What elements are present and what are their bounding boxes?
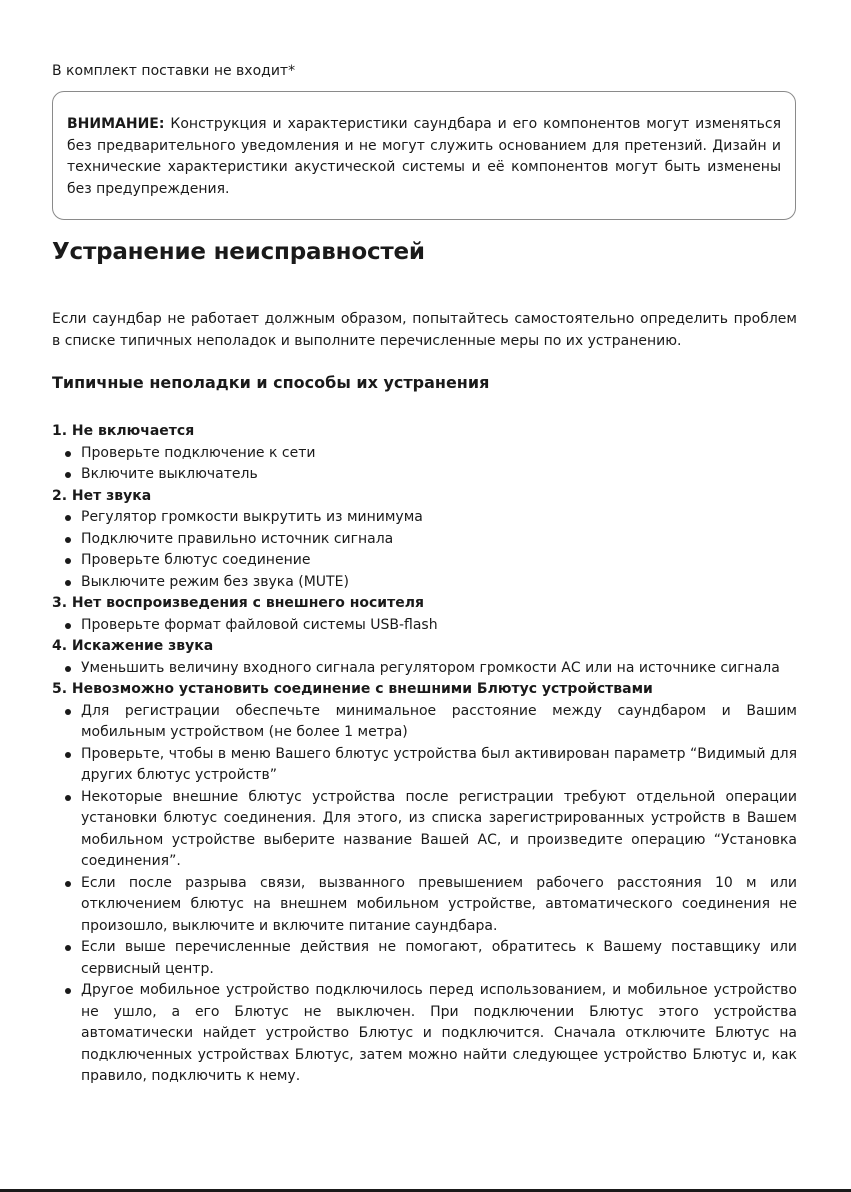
list-item: Проверьте блютус соединение <box>52 550 797 572</box>
troubleshooting-list <box>52 421 797 1088</box>
list-item: Уменьшить величину входного сигнала регулятором громкости АС или на источнике сигнала <box>81 659 780 676</box>
list-item: Проверьте подключение к сети <box>52 443 797 465</box>
list-item: Некоторые внешние блютус устройства после регистрации требуют отдельной операции установки блютус соединения. Для этого, из списка зарегистрированных устройств в Вашем мобильном устройстве выберите название Вашей АС, и произведите операцию “Установка соединения”. <box>52 787 797 873</box>
list-item: Если выше перечисленные действия не помогают, обратитесь к Вашему поставщику или сервисный центр. <box>52 937 797 980</box>
not-included-note: В комплект поставки не входит* <box>52 63 296 79</box>
problem-title: 5. Невозможно установить соединение с внешними Блютус устройствами <box>52 681 653 697</box>
problem-title: 1. Не включается <box>52 423 195 439</box>
warning-label: ВНИМАНИЕ: <box>67 116 165 132</box>
warning-body: Конструкция и характеристики саундбара и его компонентов могут изменяться без предварительного уведомления и не могут служить основанием для претензий. Дизайн и технические характеристики акустической системы и её компонентов могут быть изменены без предупреждения. <box>67 116 781 197</box>
list-item: Выключите режим без звука (MUTE) <box>52 572 797 594</box>
list-item: Другое мобильное устройство подключилось перед использованием, и мобильное устройство не ушло, а его Блютус не выключен. При подключении Блютус этого устройства автоматически найдет устройство Блютус и подключится. Сначала отключите Блютус на подключенных устройствах Блютус, затем можно найти следующее устройство Блютус и, как правило, подключить к нему. <box>52 980 797 1088</box>
problem-title: 4. Искажение звука <box>52 638 214 654</box>
list-item: Подключите правильно источник сигнала <box>52 529 797 551</box>
list-item: Для регистрации обеспечьте минимальное расстояние между саундбаром и Вашим мобильным устройством (не более 1 метра) <box>52 701 797 744</box>
list-item: Проверьте, чтобы в меню Вашего блютус устройства был активирован параметр “Видимый для других блютус устройств” <box>52 744 797 787</box>
problem-title: 2. Нет звука <box>52 487 152 504</box>
list-item: Проверьте формат файловой системы USB-flash <box>52 615 797 637</box>
problem-title: 3. Нет воспроизведения с внешнего носителя <box>52 595 424 611</box>
warning-box <box>52 91 796 220</box>
list-item-wrapped <box>52 658 797 680</box>
section-heading: Типичные неполадки и способы их устранения <box>52 373 490 392</box>
warning-text <box>67 114 781 200</box>
intro-paragraph: Если саундбар не работает должным образом, попытайтесь самостоятельно определить проблем в списке типичных неполадок и выполните перечисленные меры по их устранению. <box>52 311 797 349</box>
page-title: Устранение неисправностей <box>52 239 425 265</box>
list-item: Включите выключатель <box>52 464 797 486</box>
list-item: Регулятор громкости выкрутить из минимума <box>52 507 797 529</box>
list-item: Если после разрыва связи, вызванного превышением рабочего расстояния 10 м или отключением блютус на внешнем мобильном устройстве, автоматического соединения не произошло, выключите и включите питание саундбара. <box>52 873 797 938</box>
